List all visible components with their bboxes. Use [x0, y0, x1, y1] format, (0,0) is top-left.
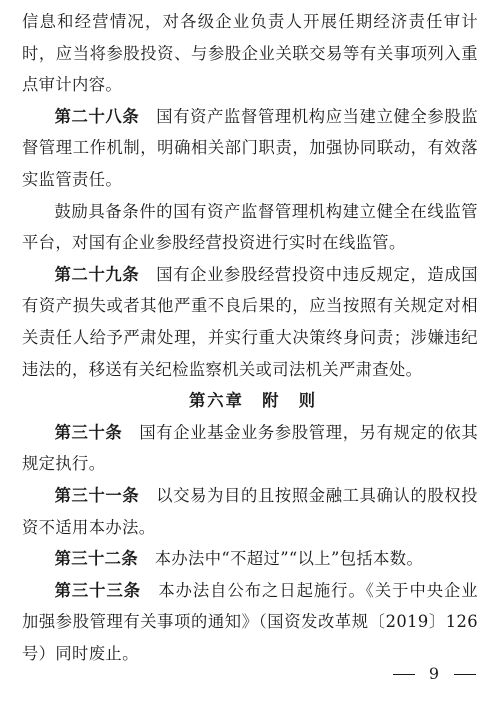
article-29 [22, 259, 478, 385]
paragraph-text: 鼓励具备条件的国有资产监督管理机构建立健全在线监管平台，对国有企业参股经营投资进行实时在线监管。 [22, 201, 478, 253]
paragraph-text: 国有资产监督管理机构应当建立健全参股监督管理工作机制，明确相关部门职责，加强协同联动，有效落实监管责任。 [22, 106, 478, 189]
article-number: 第三十一条 [54, 485, 140, 505]
page-number: 9 [428, 664, 440, 683]
article-number: 第三十二条 [54, 549, 139, 569]
footer-dash-left [393, 674, 415, 675]
footer-dash-right [454, 674, 476, 675]
article-30 [22, 417, 478, 480]
article-28 [22, 101, 478, 196]
paragraph-text: 国有企业基金业务参股管理，另有规定的依其规定执行。 [22, 422, 478, 474]
body-text [22, 6, 478, 669]
article-32 [22, 543, 478, 575]
page-footer [393, 664, 476, 683]
article-number: 第二十八条 [54, 106, 140, 126]
paragraph-text: 本办法中“不超过”“以上”包括本数。 [138, 549, 424, 569]
article-number: 第三十三条 [54, 580, 142, 600]
paragraph-text: 本办法自公布之日起施行。《关于中央企业加强参股管理有关事项的通知》（国资发改革规〔2019〕126号）同时废止。 [22, 580, 478, 663]
paragraph-text: 国有企业参股经营投资中违反规定，造成国有资产损失或者其他严重不良后果的，应当按照有关规定对相关责任人给予严肃处理，并实行重大决策终身问责；涉嫌违纪违法的，移送有关纪检监察机关或司法机关严肃查处。 [22, 264, 478, 379]
article-number: 第三十条 [54, 422, 123, 442]
chapter-heading: 第六章 附 则 [189, 391, 317, 411]
article-31 [22, 480, 478, 543]
article-number: 第二十九条 [54, 264, 140, 284]
article-33 [22, 575, 478, 670]
article-28-paragraph-2 [22, 196, 478, 259]
paragraph-continuation [22, 6, 478, 101]
paragraph-text: 以交易为目的且按照金融工具确认的股权投资不适用本办法。 [22, 485, 478, 537]
paragraph-text: 信息和经营情况，对各级企业负责人开展任期经济责任审计时，应当将参股投资、与参股企业关联交易等有关事项列入重点审计内容。 [22, 12, 478, 95]
